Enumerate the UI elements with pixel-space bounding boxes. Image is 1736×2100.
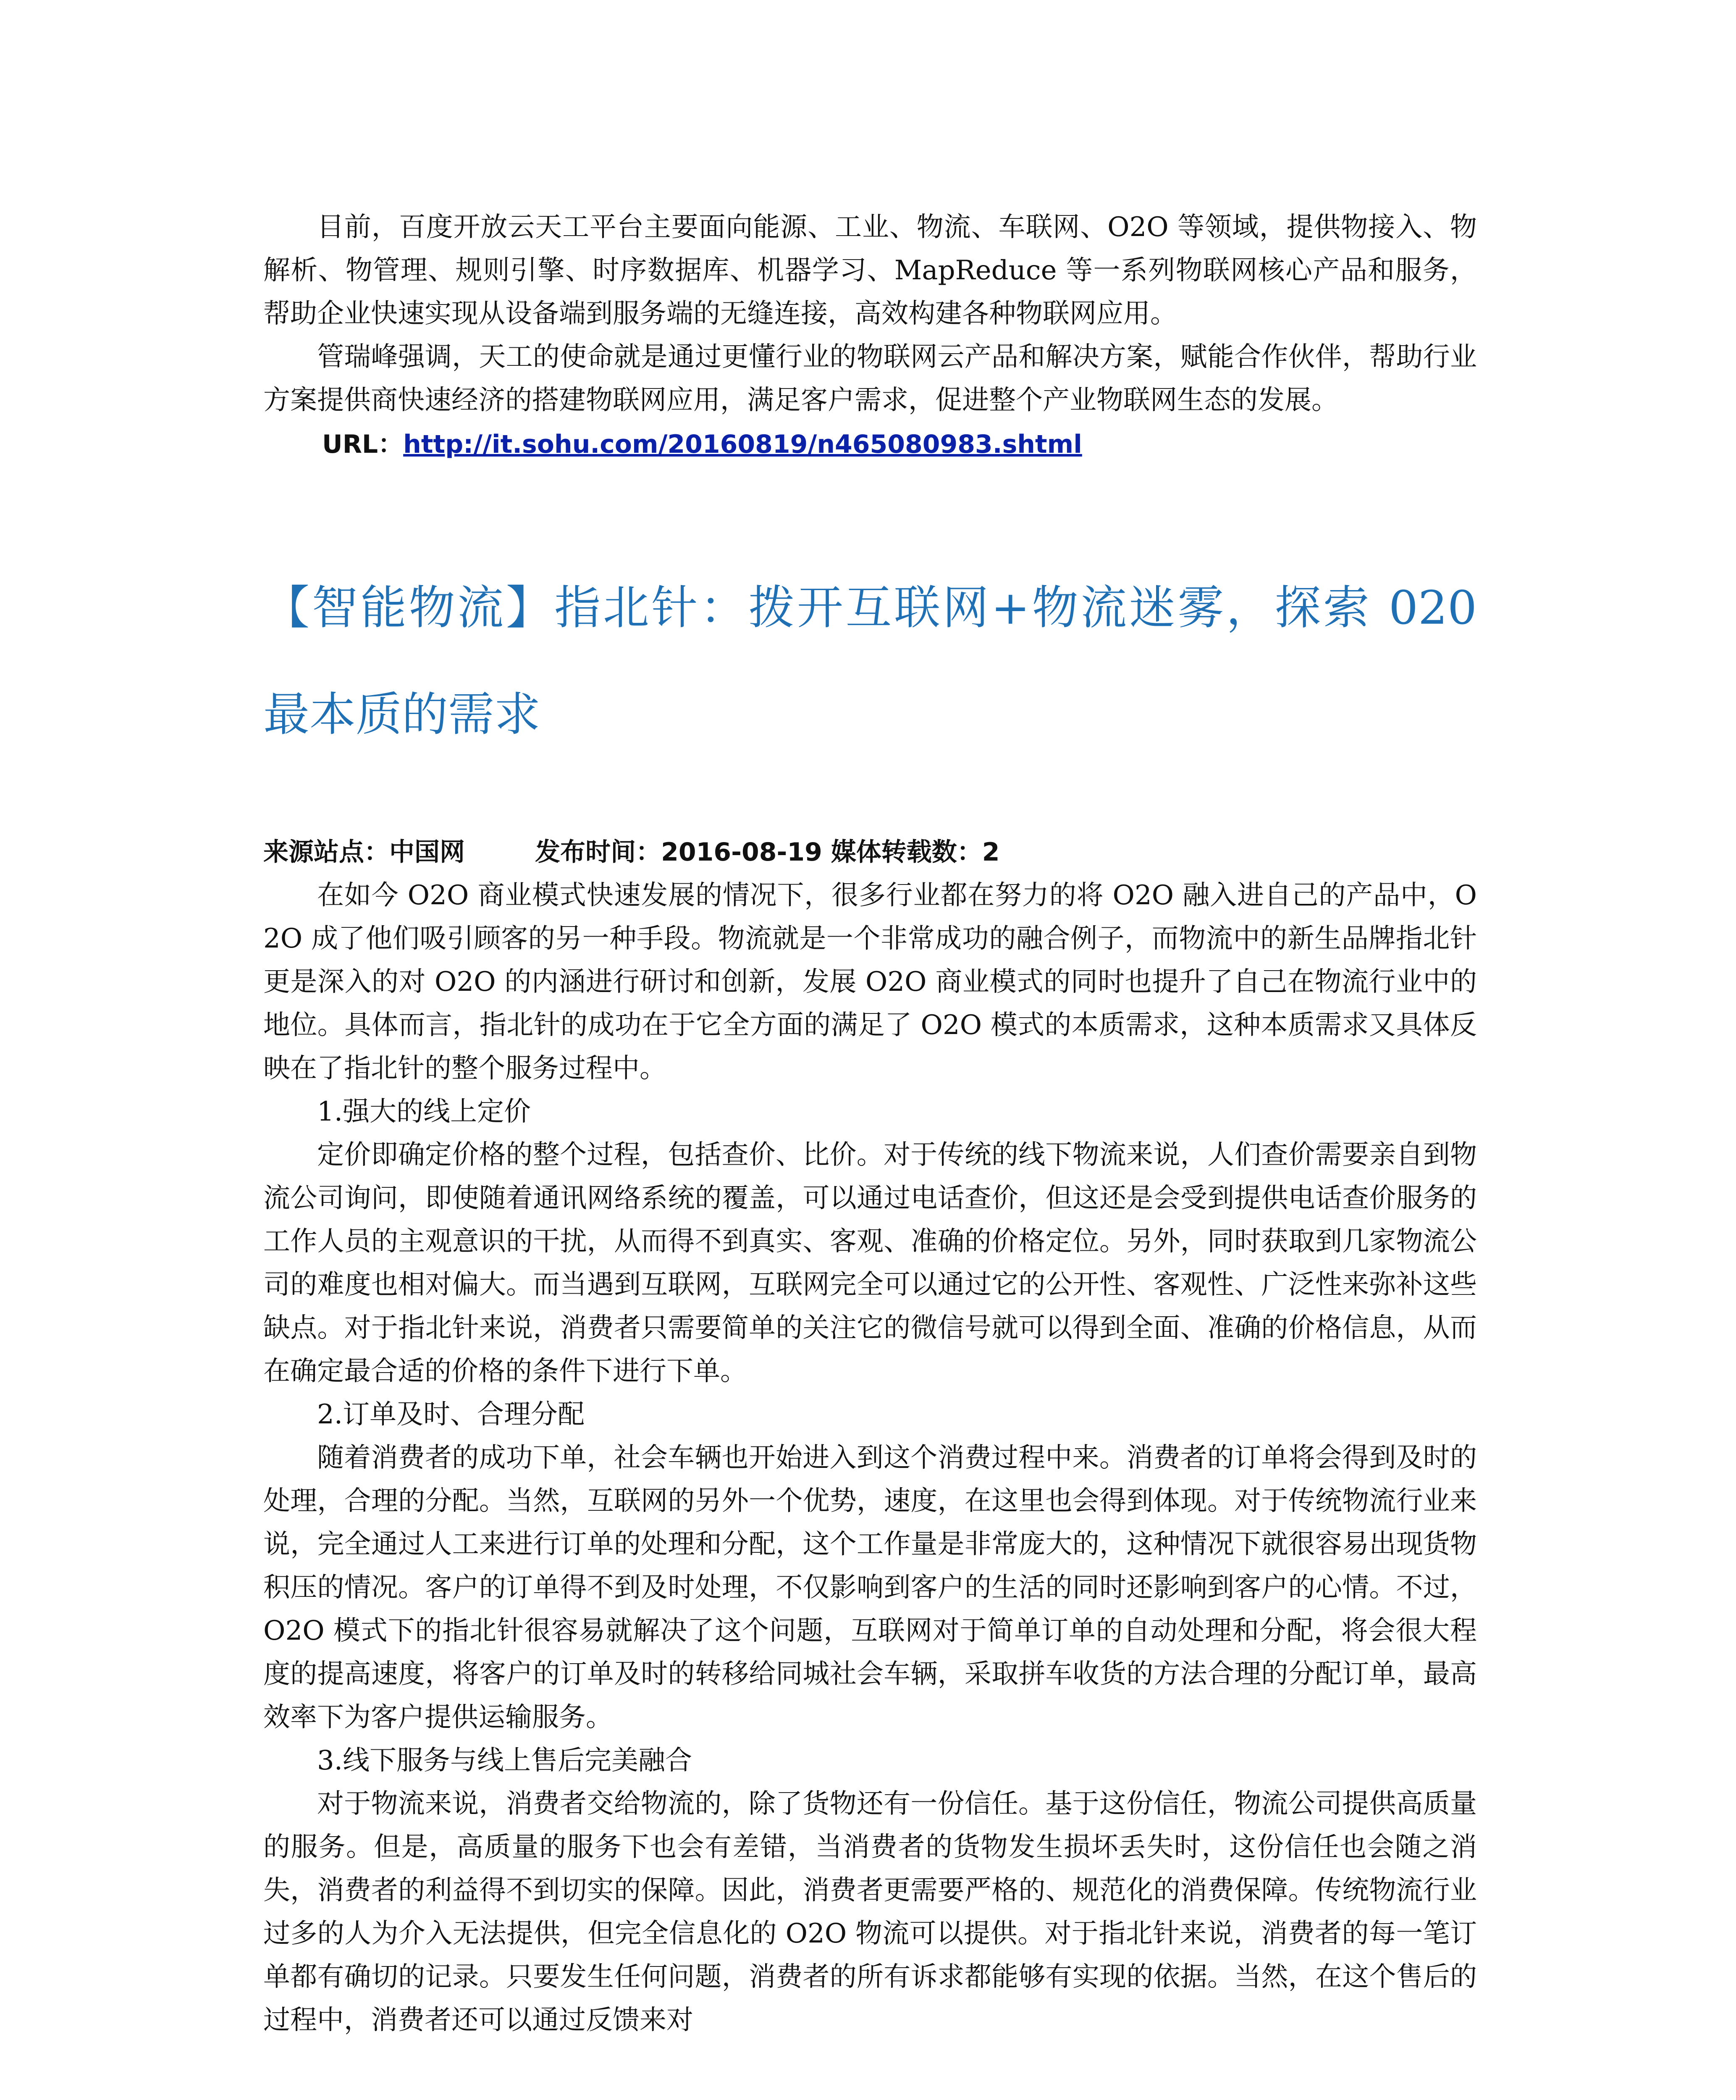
intro-paragraph-1: 目前，百度开放云天工平台主要面向能源、工业、物流、车联网、O2O 等领域，提供物接入、物解析、物管理、规则引擎、时序数据库、机器学习、MapReduce 等一系列物联网核心产品和服务，帮助企业快速实现从设备端到服务端的无缝连接，高效构建各种物联网应用。 (263, 212, 1477, 329)
publish-time: 2016-08-19 (661, 837, 822, 867)
url-label: URL： (322, 430, 404, 459)
reprint-count: 2 (982, 837, 1000, 867)
article-meta (263, 831, 1477, 874)
reprint-label: 媒体转载数： (831, 837, 982, 867)
article-lead-paragraph: 在如今 O2O 商业模式快速发展的情况下，很多行业都在努力的将 O2O 融入进自己的产品中，O2O 成了他们吸引顾客的另一种手段。物流就是一个非常成功的融合例子，而物流中的新生品牌指北针更是深入的对 O2O 的内涵进行研讨和创新，发展 O2O 商业模式的同时也提升了自己在物流行业中的地位。具体而言，指北针的成功在于它全方面的满足了 O2O 模式的本质需求，这种本质需求又具体反映在了指北针的整个服务过程中。 (263, 880, 1477, 1084)
section-heading-2: 2.订单及时、合理分配 (317, 1399, 585, 1430)
section-body-3: 对于物流来说，消费者交给物流的，除了货物还有一份信任。基于这份信任，物流公司提供高质量的服务。但是，高质量的服务下也会有差错，当消费者的货物发生损坏丢失时，这份信任也会随之消失，消费者的利益得不到切实的保障。因此，消费者更需要严格的、规范化的消费保障。传统物流行业过多的人为介入无法提供，但完全信息化的 O2O 物流可以提供。对于指北针来说，消费者的每一笔订单都有确切的记录。只要发生任何问题，消费者的所有诉求都能够有实现的依据。当然，在这个售后的过程中，消费者还可以通过反馈来对 (263, 1788, 1477, 2036)
section-body-1: 定价即确定价格的整个过程，包括查价、比价。对于传统的线下物流来说，人们查价需要亲自到物流公司询问，即使随着通讯网络系统的覆盖，可以通过电话查价，但这还是会受到提供电话查价服务的工作人员的主观意识的干扰，从而得不到真实、客观、准确的价格定位。另外，同时获取到几家物流公司的难度也相对偏大。而当遇到互联网，互联网完全可以通过它的公开性、客观性、广泛性来弥补这些缺点。对于指北针来说，消费者只需要简单的关注它的微信号就可以得到全面、准确的价格信息，从而在确定最合适的价格的条件下进行下单。 (263, 1139, 1477, 1387)
article-title: 【智能物流】指北针：拨开互联网+物流迷雾，探索 020 最本质的需求 (263, 581, 1477, 741)
intro-paragraph-2: 管瑞峰强调，天工的使命就是通过更懂行业的物联网云产品和解决方案，赋能合作伙伴，帮助行业方案提供商快速经济的搭建物联网应用，满足客户需求，促进整个产业物联网生态的发展。 (263, 341, 1477, 416)
section-heading-1: 1.强大的线上定价 (317, 1096, 531, 1127)
source-url-line (263, 423, 1477, 466)
source-url-link[interactable]: http://it.sohu.com/20160819/n465080983.shtml (403, 430, 1082, 459)
source-site: 中国网 (389, 837, 465, 867)
section-body-2: 随着消费者的成功下单，社会车辆也开始进入到这个消费过程中来。消费者的订单将会得到及时的处理，合理的分配。当然，互联网的另外一个优势，速度，在这里也会得到体现。对于传统物流行业来说，完全通过人工来进行订单的处理和分配，这个工作量是非常庞大的，这种情况下就很容易出现货物积压的情况。客户的订单得不到及时处理，不仅影响到客户的生活的同时还影响到客户的心情。不过，O2O 模式下的指北针很容易就解决了这个问题，互联网对于简单订单的自动处理和分配，将会很大程度的提高速度，将客户的订单及时的转移给同城社会车辆，采取拼车收货的方法合理的分配订单，最高效率下为客户提供运输服务。 (263, 1442, 1477, 1733)
publish-time-label: 发布时间： (535, 837, 661, 867)
source-label: 来源站点： (263, 837, 389, 867)
document-page (263, 206, 1477, 2042)
section-heading-3: 3.线下服务与线上售后完美融合 (317, 1745, 692, 1776)
